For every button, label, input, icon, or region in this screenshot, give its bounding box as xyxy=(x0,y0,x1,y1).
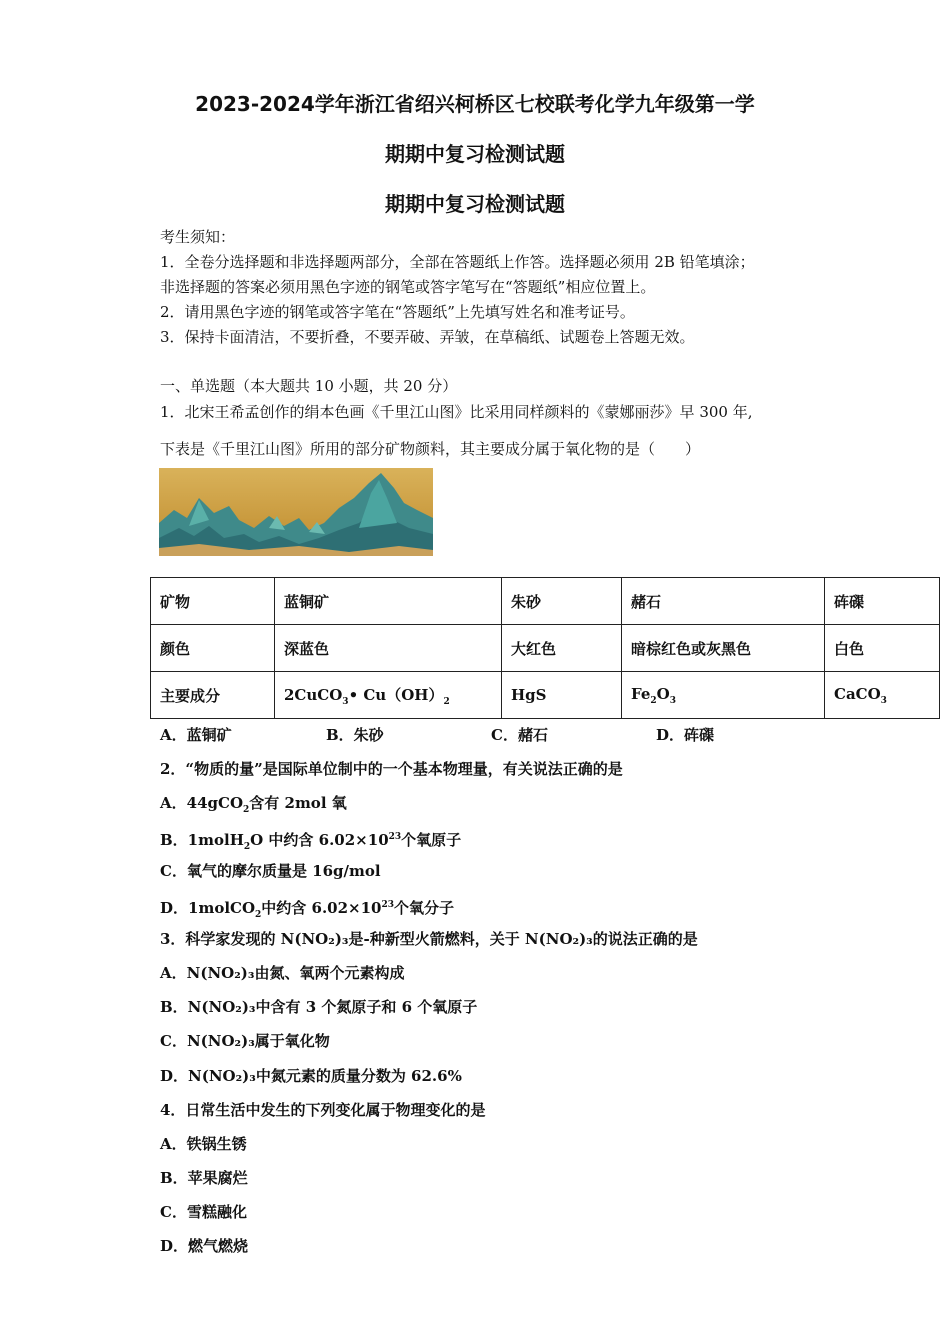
table-cell-formula xyxy=(825,672,940,719)
formula-part: • Cu（OH） xyxy=(348,685,444,704)
notice-item-3: 3．保持卡面清洁，不要折叠，不要弄破、弄皱，在草稿纸、试题卷上答题无效。 xyxy=(160,328,695,346)
formula-subscript: 2 xyxy=(443,696,450,707)
subscript: 2 xyxy=(243,805,250,815)
superscript: 23 xyxy=(388,832,402,842)
table-cell: 主要成分 xyxy=(151,672,275,719)
table-cell-formula xyxy=(622,672,825,719)
text-part: 中约含 6.02×10 xyxy=(261,899,382,917)
q4-option-a[interactable]: A．铁锅生锈 xyxy=(160,1135,247,1153)
text-part: 个氧分子 xyxy=(394,899,455,917)
mineral-pigment-table xyxy=(150,577,940,719)
q1-option-c[interactable]: C．赭石 xyxy=(491,726,548,744)
q2-stem: 2．“物质的量”是国际单位制中的一个基本物理量，有关说法正确的是 xyxy=(160,760,623,778)
notice-item-1a: 1．全卷分选择题和非选择题两部分，全部在答题纸上作答。选择题必须用 2B 铅笔填涂； xyxy=(160,253,755,271)
q2-option-b[interactable] xyxy=(160,827,461,857)
formula-part: CaCO xyxy=(834,684,881,703)
formula-subscript: 2 xyxy=(650,695,657,706)
q1-option-b[interactable]: B．朱砂 xyxy=(326,726,384,744)
q1-stem-a: 1．北宋王希孟创作的绢本色画《千里江山图》比采用同样颜料的《蒙娜丽莎》早 300 年, xyxy=(160,403,753,421)
table-cell-formula: HgS xyxy=(502,672,622,719)
q4-option-c[interactable]: C．雪糕融化 xyxy=(160,1203,247,1221)
q2-option-d[interactable] xyxy=(160,895,454,925)
formula-part: 2CuCO xyxy=(284,685,343,704)
q3-option-c[interactable]: C．N(NO₂)₃属于氧化物 xyxy=(160,1032,330,1050)
notice-heading: 考生须知： xyxy=(160,228,236,246)
table-cell: 砗磲 xyxy=(825,578,940,625)
landscape-painting-image xyxy=(159,468,433,556)
formula-subscript: 3 xyxy=(669,695,676,706)
exam-title-line1: 2023-2024学年浙江省绍兴柯桥区七校联考化学九年级第一学 xyxy=(195,92,755,116)
q1-option-a[interactable]: A．蓝铜矿 xyxy=(160,726,232,744)
exam-title-line3: 期期中复习检测试题 xyxy=(385,192,565,216)
subscript: 2 xyxy=(243,842,251,852)
text-part: 含有 2mol 氧 xyxy=(249,794,347,812)
q4-stem: 4．日常生活中发生的下列变化属于物理变化的是 xyxy=(160,1101,486,1119)
superscript: 23 xyxy=(381,900,395,910)
notice-item-2: 2．请用黑色字迹的钢笔或答字笔在“答题纸”上先填写姓名和准考证号。 xyxy=(160,303,635,321)
table-row xyxy=(151,672,940,719)
table-cell: 朱砂 xyxy=(502,578,622,625)
text-part: O 中约含 6.02×10 xyxy=(250,831,389,849)
formula-subscript: 3 xyxy=(880,695,887,706)
table-cell: 蓝铜矿 xyxy=(275,578,502,625)
q2-option-a[interactable] xyxy=(160,793,347,820)
q4-option-b[interactable]: B．苹果腐烂 xyxy=(160,1169,248,1187)
formula-subscript: 3 xyxy=(342,696,349,707)
text-part: B．1molH xyxy=(160,831,244,849)
formula-part: O xyxy=(656,684,670,703)
q3-option-a[interactable]: A．N(NO₂)₃由氮、氧两个元素构成 xyxy=(160,964,405,982)
notice-item-1b: 非选择题的答案必须用黑色字迹的钢笔或答字笔写在“答题纸”相应位置上。 xyxy=(160,278,656,296)
formula-part: Fe xyxy=(631,684,651,703)
table-row xyxy=(151,625,940,672)
text-part: A．44gCO xyxy=(160,794,244,812)
table-cell: 暗棕红色或灰黑色 xyxy=(622,625,825,672)
subscript: 2 xyxy=(255,910,262,920)
table-cell-formula xyxy=(275,672,502,719)
text-part: D．1molCO xyxy=(160,899,256,917)
q1-option-d[interactable]: D．砗磲 xyxy=(656,726,715,744)
table-cell: 白色 xyxy=(825,625,940,672)
q3-option-d[interactable]: D．N(NO₂)₃中氮元素的质量分数为 62.6% xyxy=(160,1067,462,1085)
q3-option-b[interactable]: B．N(NO₂)₃中含有 3 个氮原子和 6 个氧原子 xyxy=(160,998,478,1016)
section-heading: 一、单选题（本大题共 10 小题，共 20 分） xyxy=(160,377,458,395)
table-cell: 深蓝色 xyxy=(275,625,502,672)
q1-stem-b: 下表是《千里江山图》所用的部分矿物颜料，其主要成分属于氧化物的是（ ） xyxy=(160,440,701,458)
table-row xyxy=(151,578,940,625)
table-cell: 颜色 xyxy=(151,625,275,672)
q2-option-c[interactable]: C．氧气的摩尔质量是 16g/mol xyxy=(160,862,381,880)
table-cell: 矿物 xyxy=(151,578,275,625)
table-cell: 大红色 xyxy=(502,625,622,672)
exam-title-line2: 期期中复习检测试题 xyxy=(385,142,565,166)
table-cell: 赭石 xyxy=(622,578,825,625)
q4-option-d[interactable]: D．燃气燃烧 xyxy=(160,1237,249,1255)
text-part: 个氧原子 xyxy=(401,831,462,849)
q3-stem: 3．科学家发现的 N(NO₂)₃是-种新型火箭燃料，关于 N(NO₂)₃的说法正确的是 xyxy=(160,930,698,948)
